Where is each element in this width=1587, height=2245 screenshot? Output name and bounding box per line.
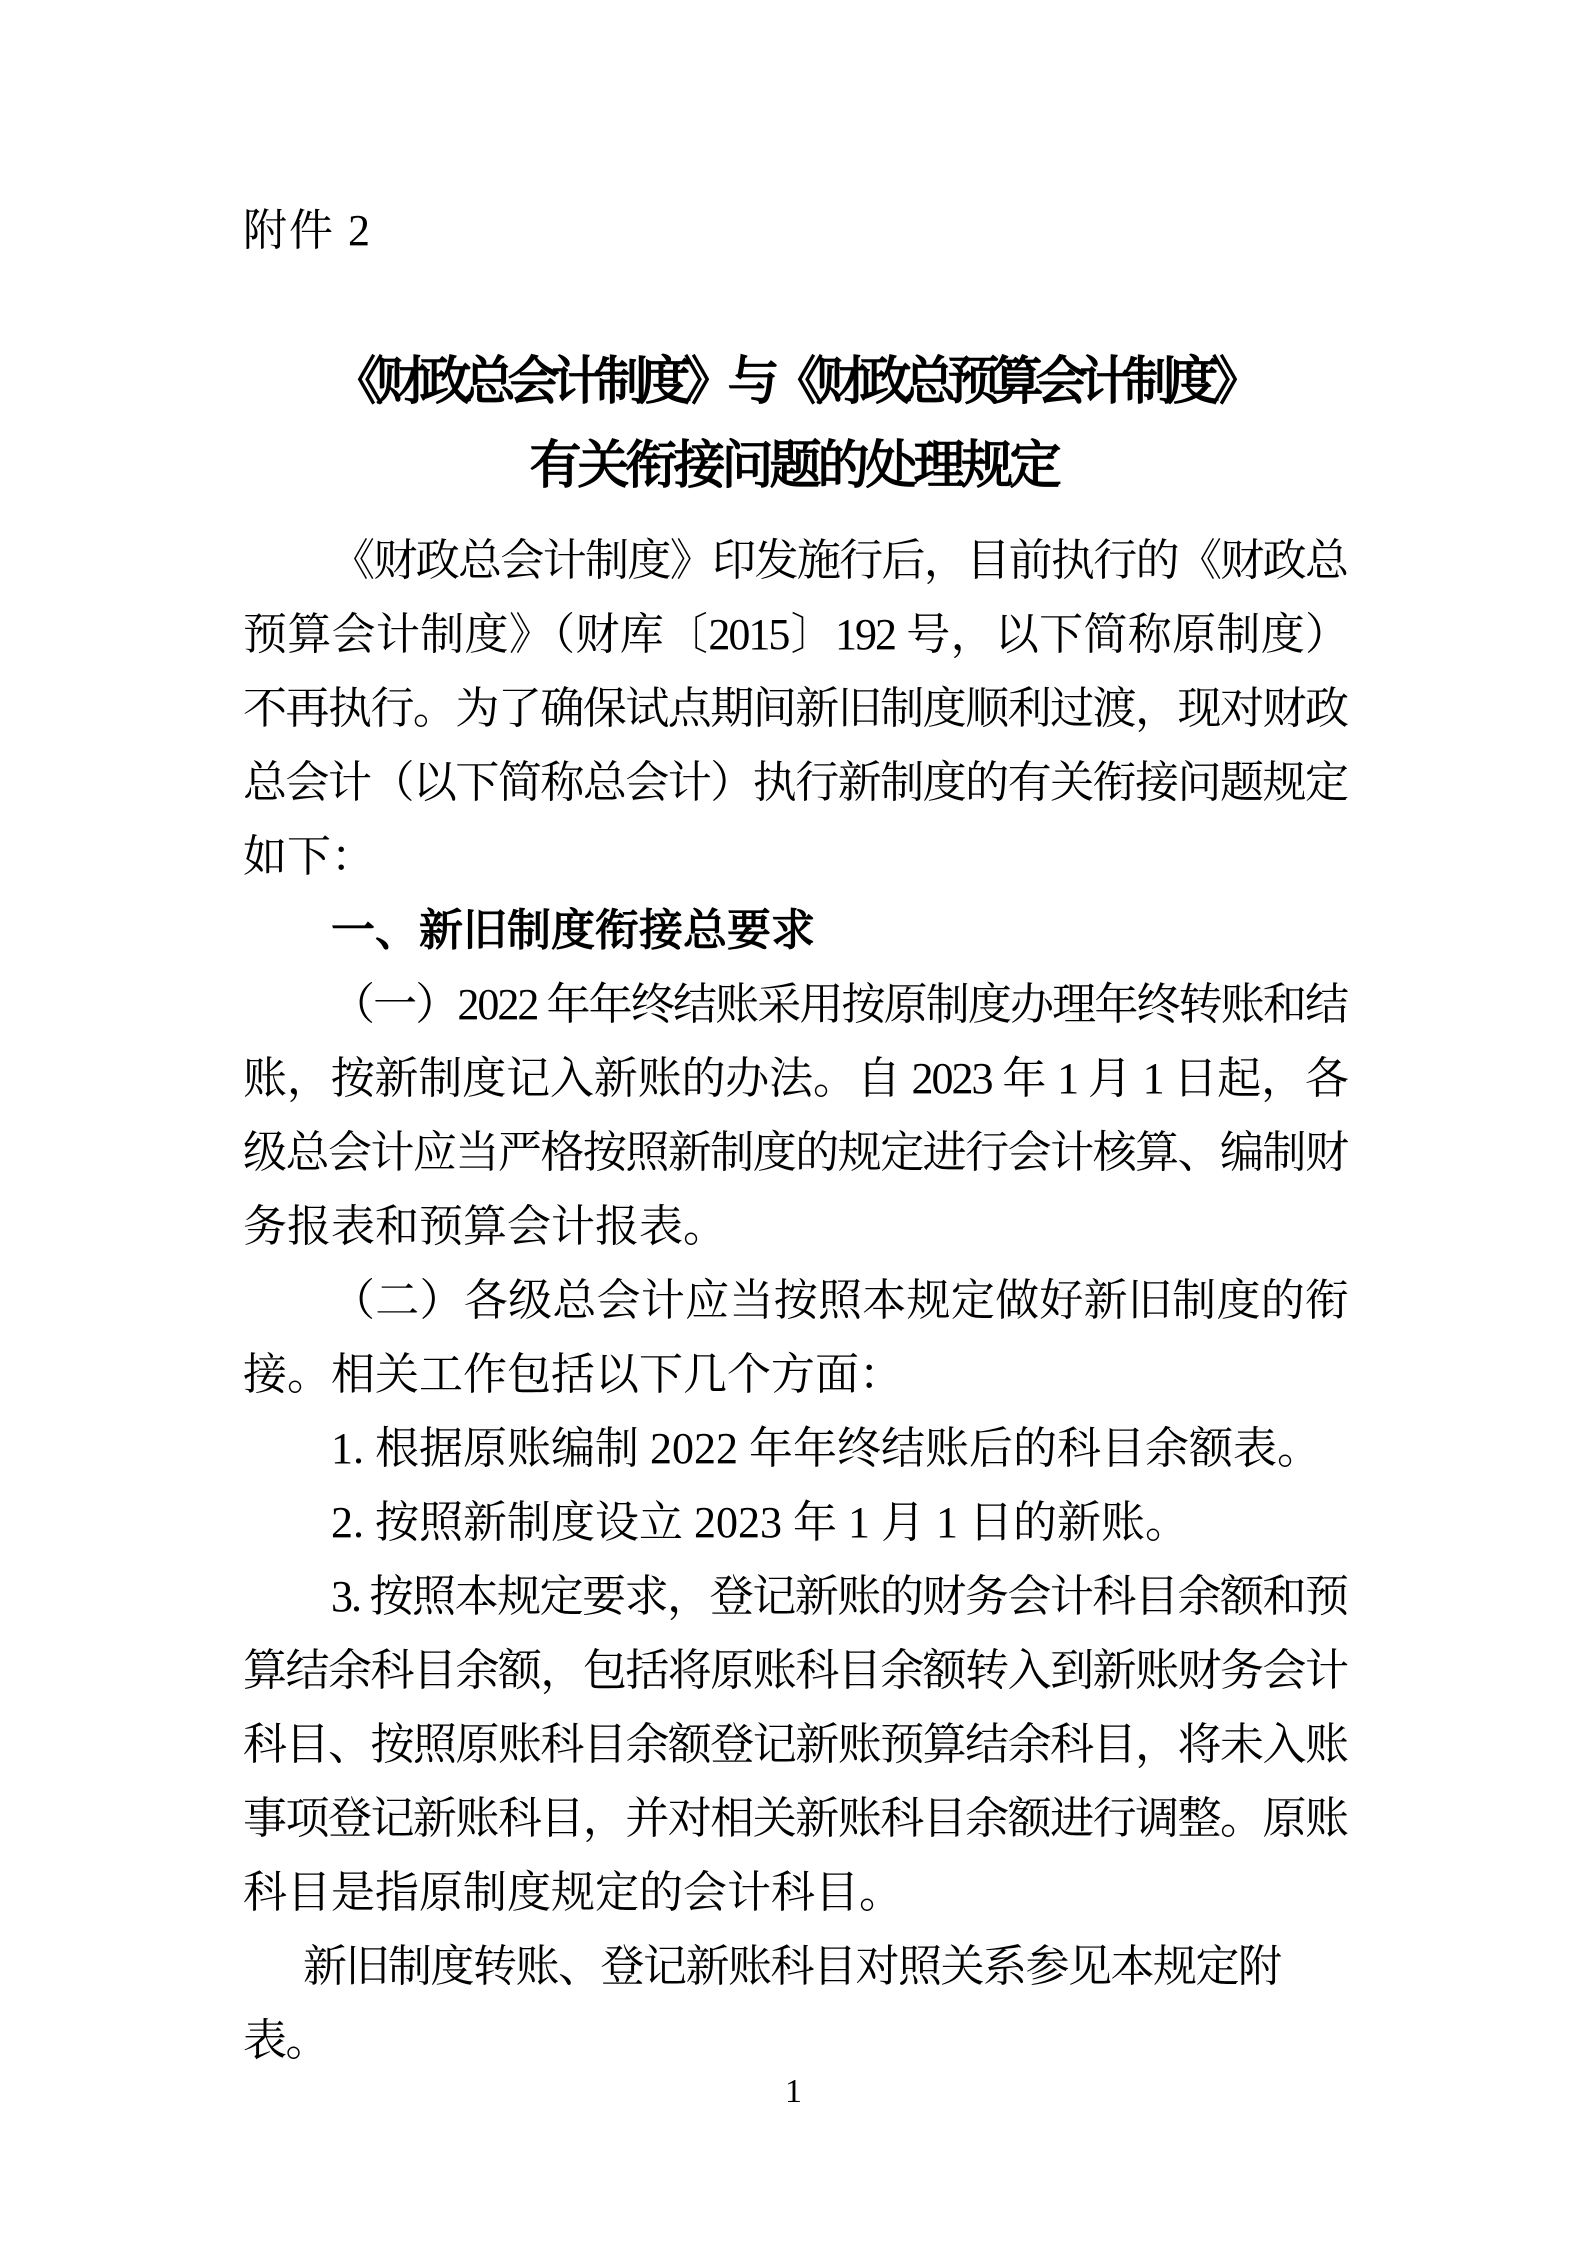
document-title-line-2: 有关衔接问题的处理规定 [529, 437, 1058, 495]
body-line: 预算会计制度》（财库〔2015〕192 号，以下简称原制度） [243, 610, 1347, 659]
body-line: 接。相关工作包括以下几个方面： [243, 1350, 903, 1399]
body-line: 2. 按照新制度设立 2023 年 1 月 1 日的新账。 [331, 1498, 1189, 1547]
body-line: 务报表和预算会计报表。 [243, 1202, 727, 1251]
page-number: 1 [785, 2073, 802, 2110]
body-line: 事项登记新账科目，并对相关新账科目余额进行调整。原账 [243, 1794, 1347, 1843]
body-line: 科目、按照原账科目余额登记新账预算结余科目，将未入账 [243, 1720, 1347, 1769]
body-line: 总会计（以下简称总会计）执行新制度的有关衔接问题规定 [243, 758, 1347, 807]
document-title [0, 340, 1587, 508]
section-heading: 一、新旧制度衔接总要求 [331, 906, 815, 955]
body-line: （一）2022 年年终结账采用按原制度办理年终转账和结 [331, 980, 1347, 1029]
body-line: 《财政总会计制度》印发施行后，目前执行的《财政总 [331, 536, 1347, 585]
body-line: （二）各级总会计应当按照本规定做好新旧制度的衔 [331, 1276, 1347, 1325]
body-text [243, 524, 1347, 2065]
body-line: 科目是指原制度规定的会计科目。 [243, 1868, 903, 1917]
document-title-line-1: 《财政总会计制度》与《财政总预算会计制度》 [331, 353, 1256, 411]
body-line: 1. 根据原账编制 2022 年年终结账后的科目余额表。 [331, 1424, 1321, 1473]
attachment-label: 附件 2 [243, 206, 372, 255]
body-line: 不再执行。为了确保试点期间新旧制度顺利过渡，现对财政 [243, 684, 1347, 733]
body-line: 3. 按照本规定要求，登记新账的财务会计科目余额和预 [331, 1572, 1347, 1621]
body-line: 算结余科目余额，包括将原账科目余额转入到新账财务会计 [243, 1646, 1347, 1695]
body-line: 账，按新制度记入新账的办法。自 2023 年 1 月 1 日起，各 [243, 1054, 1347, 1103]
body-line: 新旧制度转账、登记新账科目对照关系参见本规定附表。 [243, 1942, 1281, 2065]
body-line: 如下： [243, 832, 375, 881]
body-line: 级总会计应当严格按照新制度的规定进行会计核算、编制财 [243, 1128, 1347, 1177]
